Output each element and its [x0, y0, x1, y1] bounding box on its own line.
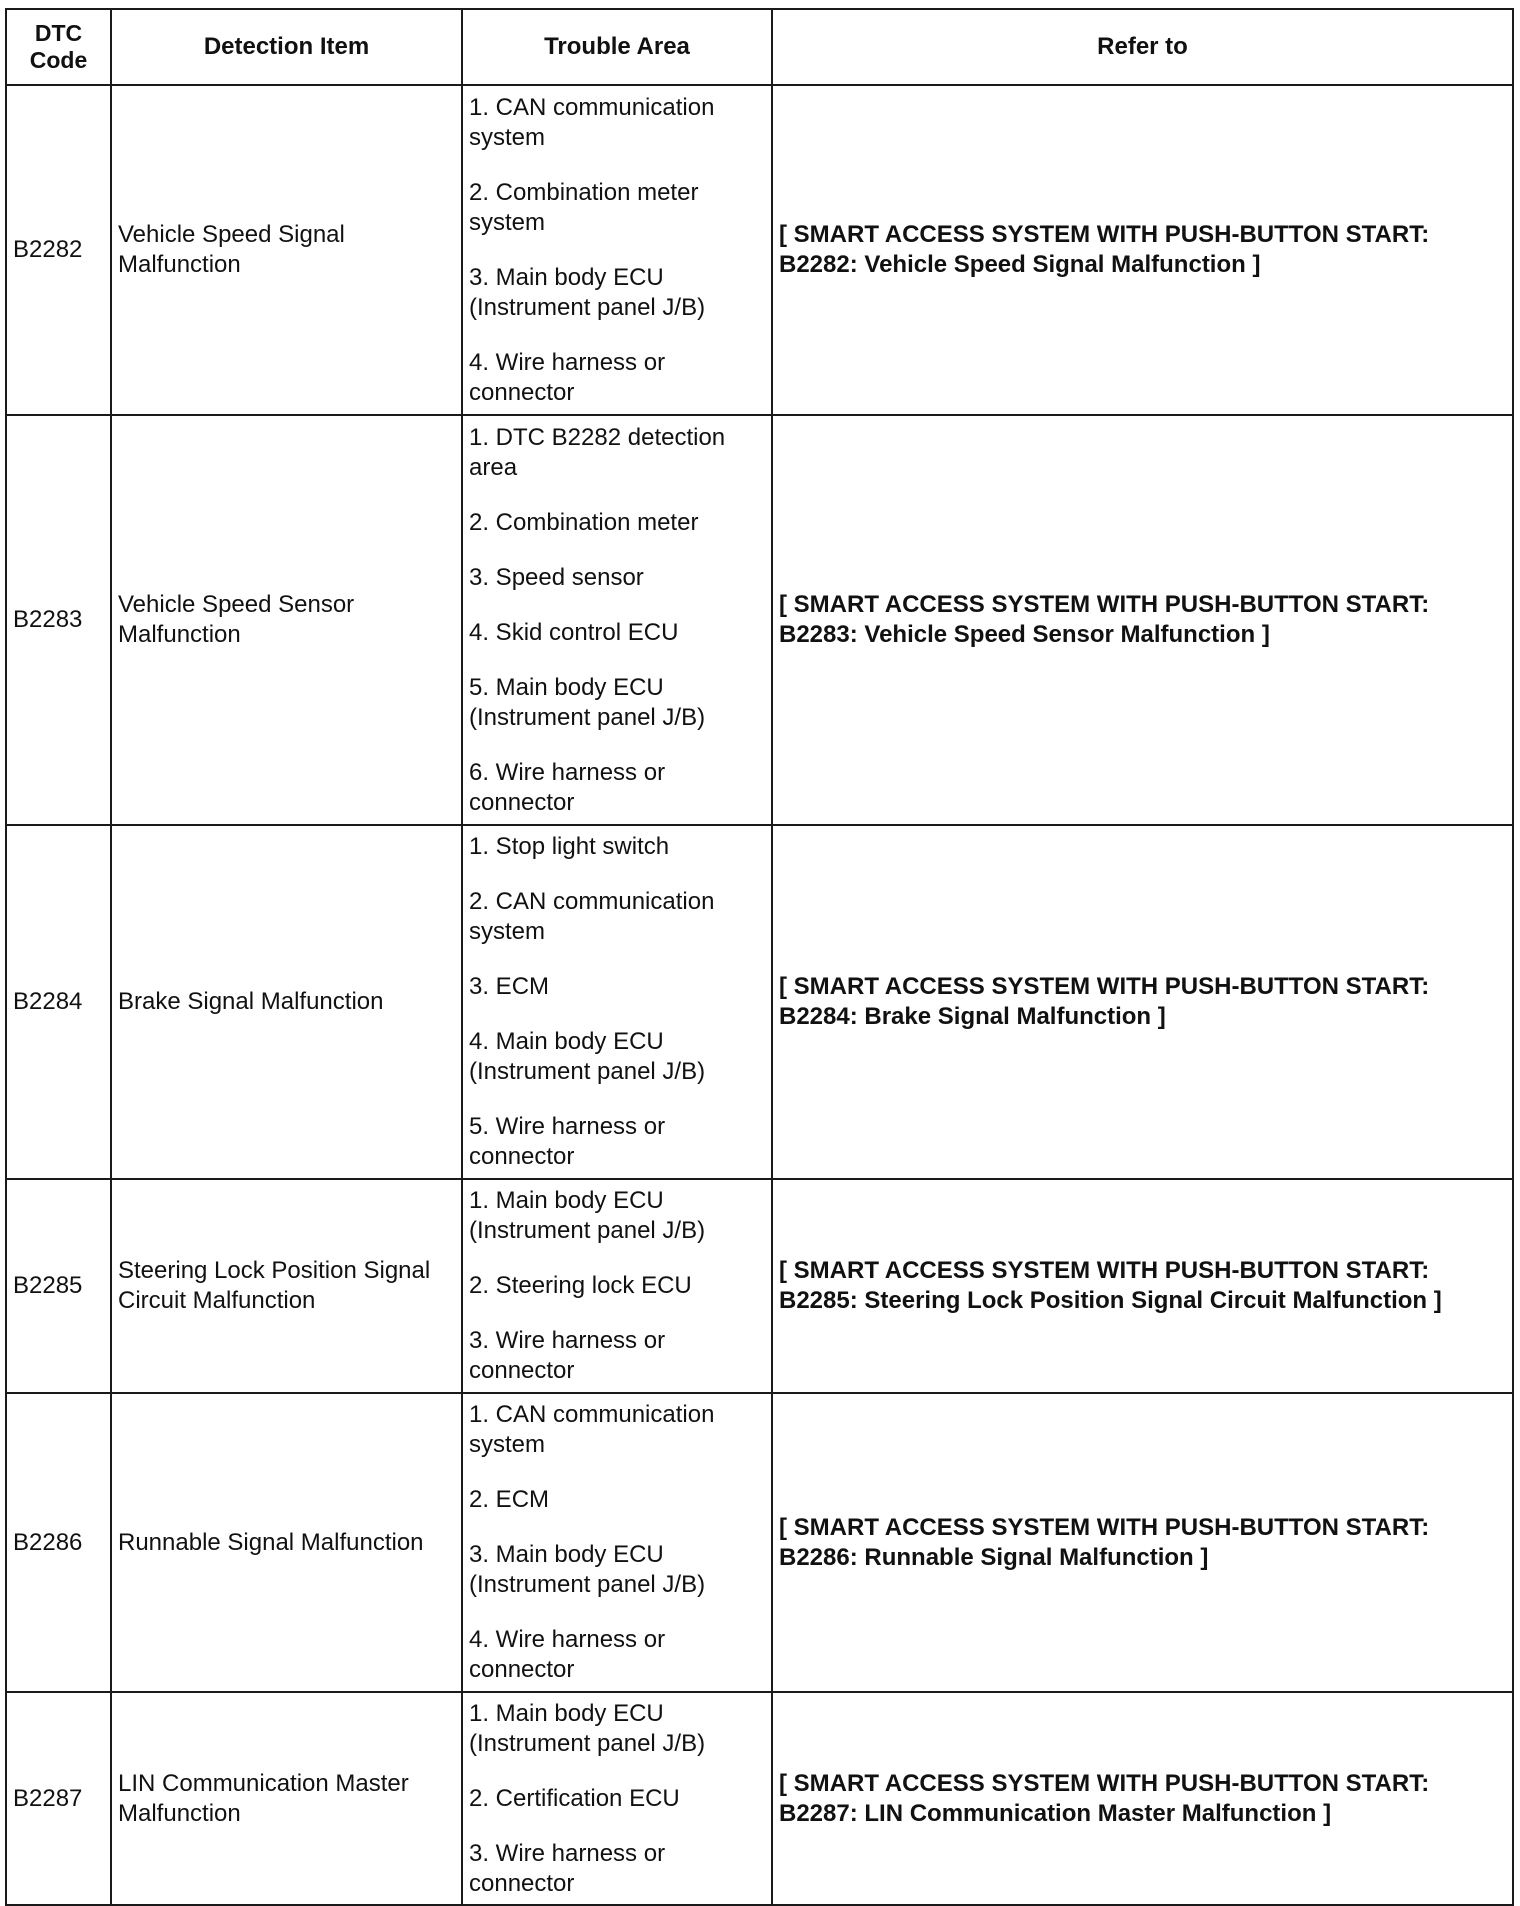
trouble-area-list [469, 93, 765, 408]
dtc-code-cell: B2283 [6, 415, 111, 825]
trouble-area-cell [462, 825, 772, 1179]
trouble-area-item: 2. CAN communication system [469, 888, 715, 945]
trouble-area-item: 4. Skid control ECU [469, 618, 679, 646]
detection-item-cell: Steering Lock Position Signal Circuit Malfunction [111, 1179, 462, 1393]
refer-to-line: B2284: Brake Signal Malfunction ] [779, 1003, 1166, 1030]
header-refer-to: Refer to [772, 9, 1513, 85]
dtc-code-cell: B2282 [6, 85, 111, 415]
refer-to-link[interactable] [772, 1393, 1513, 1692]
trouble-area-cell [462, 1179, 772, 1393]
trouble-area-item: 5. Wire harness or connector [469, 1113, 666, 1170]
refer-to-link[interactable] [772, 825, 1513, 1179]
trouble-area-item: 3. Main body ECU (Instrument panel J/B) [469, 1541, 706, 1598]
table-header-row [6, 9, 1513, 85]
trouble-area-cell [462, 1692, 772, 1905]
table-row [6, 1692, 1513, 1905]
header-dtc-code: DTC Code [6, 9, 111, 85]
header-trouble-area: Trouble Area [462, 9, 772, 85]
trouble-area-item: 4. Main body ECU (Instrument panel J/B) [469, 1028, 706, 1085]
table-row [6, 1179, 1513, 1393]
trouble-area-item: 3. ECM [469, 973, 550, 1000]
trouble-area-item: 3. Wire harness or connector [469, 1839, 666, 1897]
trouble-area-item: 1. Main body ECU (Instrument panel J/B) [469, 1699, 706, 1757]
trouble-area-list [469, 1186, 765, 1386]
trouble-area-item: 2. ECM [469, 1486, 550, 1513]
table-row [6, 415, 1513, 825]
trouble-area-cell [462, 85, 772, 415]
table-row [6, 1393, 1513, 1692]
refer-to-link[interactable] [772, 1692, 1513, 1905]
trouble-area-item: 5. Main body ECU (Instrument panel J/B) [469, 673, 706, 731]
trouble-area-item: 4. Wire harness or connector [469, 1626, 666, 1683]
table-row [6, 825, 1513, 1179]
trouble-area-item: 2. Combination meter system [469, 178, 699, 236]
refer-to-line: B2286: Runnable Signal Malfunction ] [779, 1543, 1209, 1571]
trouble-area-item: 3. Speed sensor [469, 563, 644, 591]
refer-to-line: B2287: LIN Communication Master Malfunction ] [779, 1799, 1332, 1827]
trouble-area-item: 3. Main body ECU (Instrument panel J/B) [469, 263, 706, 321]
dtc-code-cell: B2287 [6, 1692, 111, 1905]
refer-to-line: [ SMART ACCESS SYSTEM WITH PUSH-BUTTON START: [779, 221, 1430, 248]
trouble-area-item: 1. CAN communication system [469, 1401, 715, 1458]
refer-to-line: B2285: Steering Lock Position Signal Circuit Malfunction ] [779, 1287, 1442, 1314]
dtc-table [5, 8, 1514, 1906]
refer-to-line: [ SMART ACCESS SYSTEM WITH PUSH-BUTTON START: [779, 1769, 1430, 1797]
header-detection-item: Detection Item [111, 9, 462, 85]
detection-item-cell: Runnable Signal Malfunction [111, 1393, 462, 1692]
trouble-area-cell [462, 1393, 772, 1692]
trouble-area-item: 1. DTC B2282 detection area [469, 423, 726, 481]
refer-to-line: [ SMART ACCESS SYSTEM WITH PUSH-BUTTON START: [779, 1513, 1430, 1541]
detection-item-cell: Vehicle Speed Signal Malfunction [111, 85, 462, 415]
refer-to-line: [ SMART ACCESS SYSTEM WITH PUSH-BUTTON START: [779, 591, 1430, 618]
refer-to-line: [ SMART ACCESS SYSTEM WITH PUSH-BUTTON START: [779, 1257, 1430, 1284]
refer-to-link[interactable] [772, 415, 1513, 825]
refer-to-line: [ SMART ACCESS SYSTEM WITH PUSH-BUTTON START: [779, 973, 1430, 1000]
dtc-code-cell: B2284 [6, 825, 111, 1179]
refer-to-line: B2282: Vehicle Speed Signal Malfunction ] [779, 251, 1261, 278]
trouble-area-cell [462, 415, 772, 825]
trouble-area-list [469, 1699, 765, 1899]
trouble-area-item: 1. Main body ECU (Instrument panel J/B) [469, 1187, 706, 1244]
trouble-area-list [469, 423, 765, 818]
detection-item-cell: Vehicle Speed Sensor Malfunction [111, 415, 462, 825]
dtc-code-cell: B2286 [6, 1393, 111, 1692]
dtc-code-cell: B2285 [6, 1179, 111, 1393]
trouble-area-item: 6. Wire harness or connector [469, 758, 666, 816]
trouble-area-item: 1. Stop light switch [469, 833, 670, 860]
trouble-area-item: 2. Certification ECU [469, 1784, 680, 1812]
trouble-area-list [469, 832, 765, 1172]
trouble-area-item: 2. Combination meter [469, 508, 699, 536]
detection-item-cell: LIN Communication Master Malfunction [111, 1692, 462, 1905]
trouble-area-item: 2. Steering lock ECU [469, 1272, 692, 1299]
table-row [6, 85, 1513, 415]
trouble-area-item: 1. CAN communication system [469, 93, 715, 151]
detection-item-cell: Brake Signal Malfunction [111, 825, 462, 1179]
refer-to-link[interactable] [772, 1179, 1513, 1393]
refer-to-link[interactable] [772, 85, 1513, 415]
trouble-area-item: 4. Wire harness or connector [469, 348, 666, 406]
trouble-area-list [469, 1400, 765, 1685]
refer-to-line: B2283: Vehicle Speed Sensor Malfunction ] [779, 621, 1270, 648]
trouble-area-item: 3. Wire harness or connector [469, 1327, 666, 1384]
